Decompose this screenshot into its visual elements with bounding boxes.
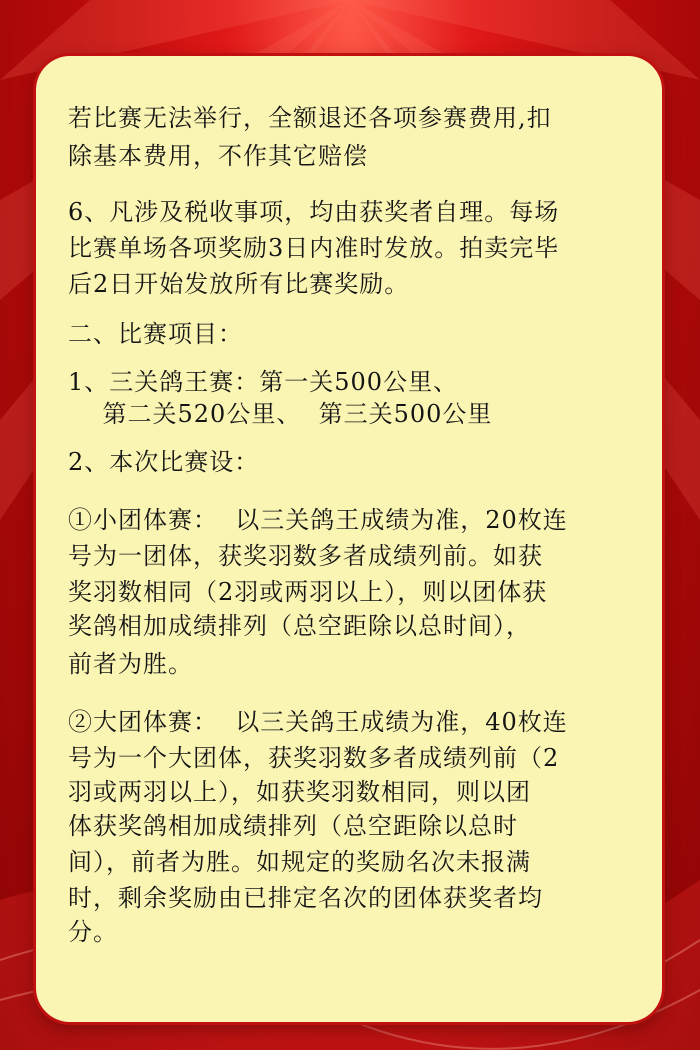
item-2-heading: 2、本次比赛设：: [68, 448, 260, 476]
paragraph-tax-line-2: 比赛单场各项奖励3日内准时发放。拍卖完毕: [68, 234, 560, 262]
item-1-line-2: 第二关520公里、 第三关500公里: [68, 400, 493, 428]
small-team-line-3: 奖羽数相同（2羽或两羽以上），则以团体获: [68, 578, 548, 606]
large-team-line-7: 分。: [68, 918, 118, 946]
small-team-line-5: 前者为胜。: [68, 650, 193, 678]
large-team-line-6: 时，剩余奖励由已排定名次的团体获奖者均: [68, 884, 543, 912]
paragraph-tax-line-1: 6、凡涉及税收事项，均由获奖者自理。每场: [68, 198, 560, 226]
large-team-line-1: ②大团体赛： 以三关鸽王成绩为准，40枚连: [68, 708, 568, 736]
paragraph-refund-line-1: 若比赛无法举行，全额退还各项参赛费用,扣: [68, 104, 552, 132]
section-heading: 二、比赛项目：: [68, 320, 243, 348]
large-team-line-3: 羽或两羽以上），如获奖羽数相同，则以团: [68, 778, 531, 806]
paragraph-refund-line-2: 除基本费用，不作其它赔偿: [68, 142, 368, 170]
small-team-line-2: 号为一团体，获奖羽数多者成绩列前。如获: [68, 542, 543, 570]
small-team-line-4: 奖鸽相加成绩排列（总空距除以总时间），: [68, 612, 531, 640]
large-team-line-2: 号为一个大团体，获奖羽数多者成绩列前（2: [68, 744, 560, 772]
large-team-line-5: 间），前者为胜。如规定的奖励名次未报满: [68, 848, 531, 876]
item-1-line-1: 1、三关鸽王赛：第一关500公里、: [68, 368, 459, 396]
paragraph-tax-line-3: 后2日开始发放所有比赛奖励。: [68, 270, 410, 298]
large-team-line-4: 体获奖鸽相加成绩排列（总空距除以总时: [68, 812, 518, 840]
small-team-line-1: ①小团体赛： 以三关鸽王成绩为准，20枚连: [68, 506, 568, 534]
